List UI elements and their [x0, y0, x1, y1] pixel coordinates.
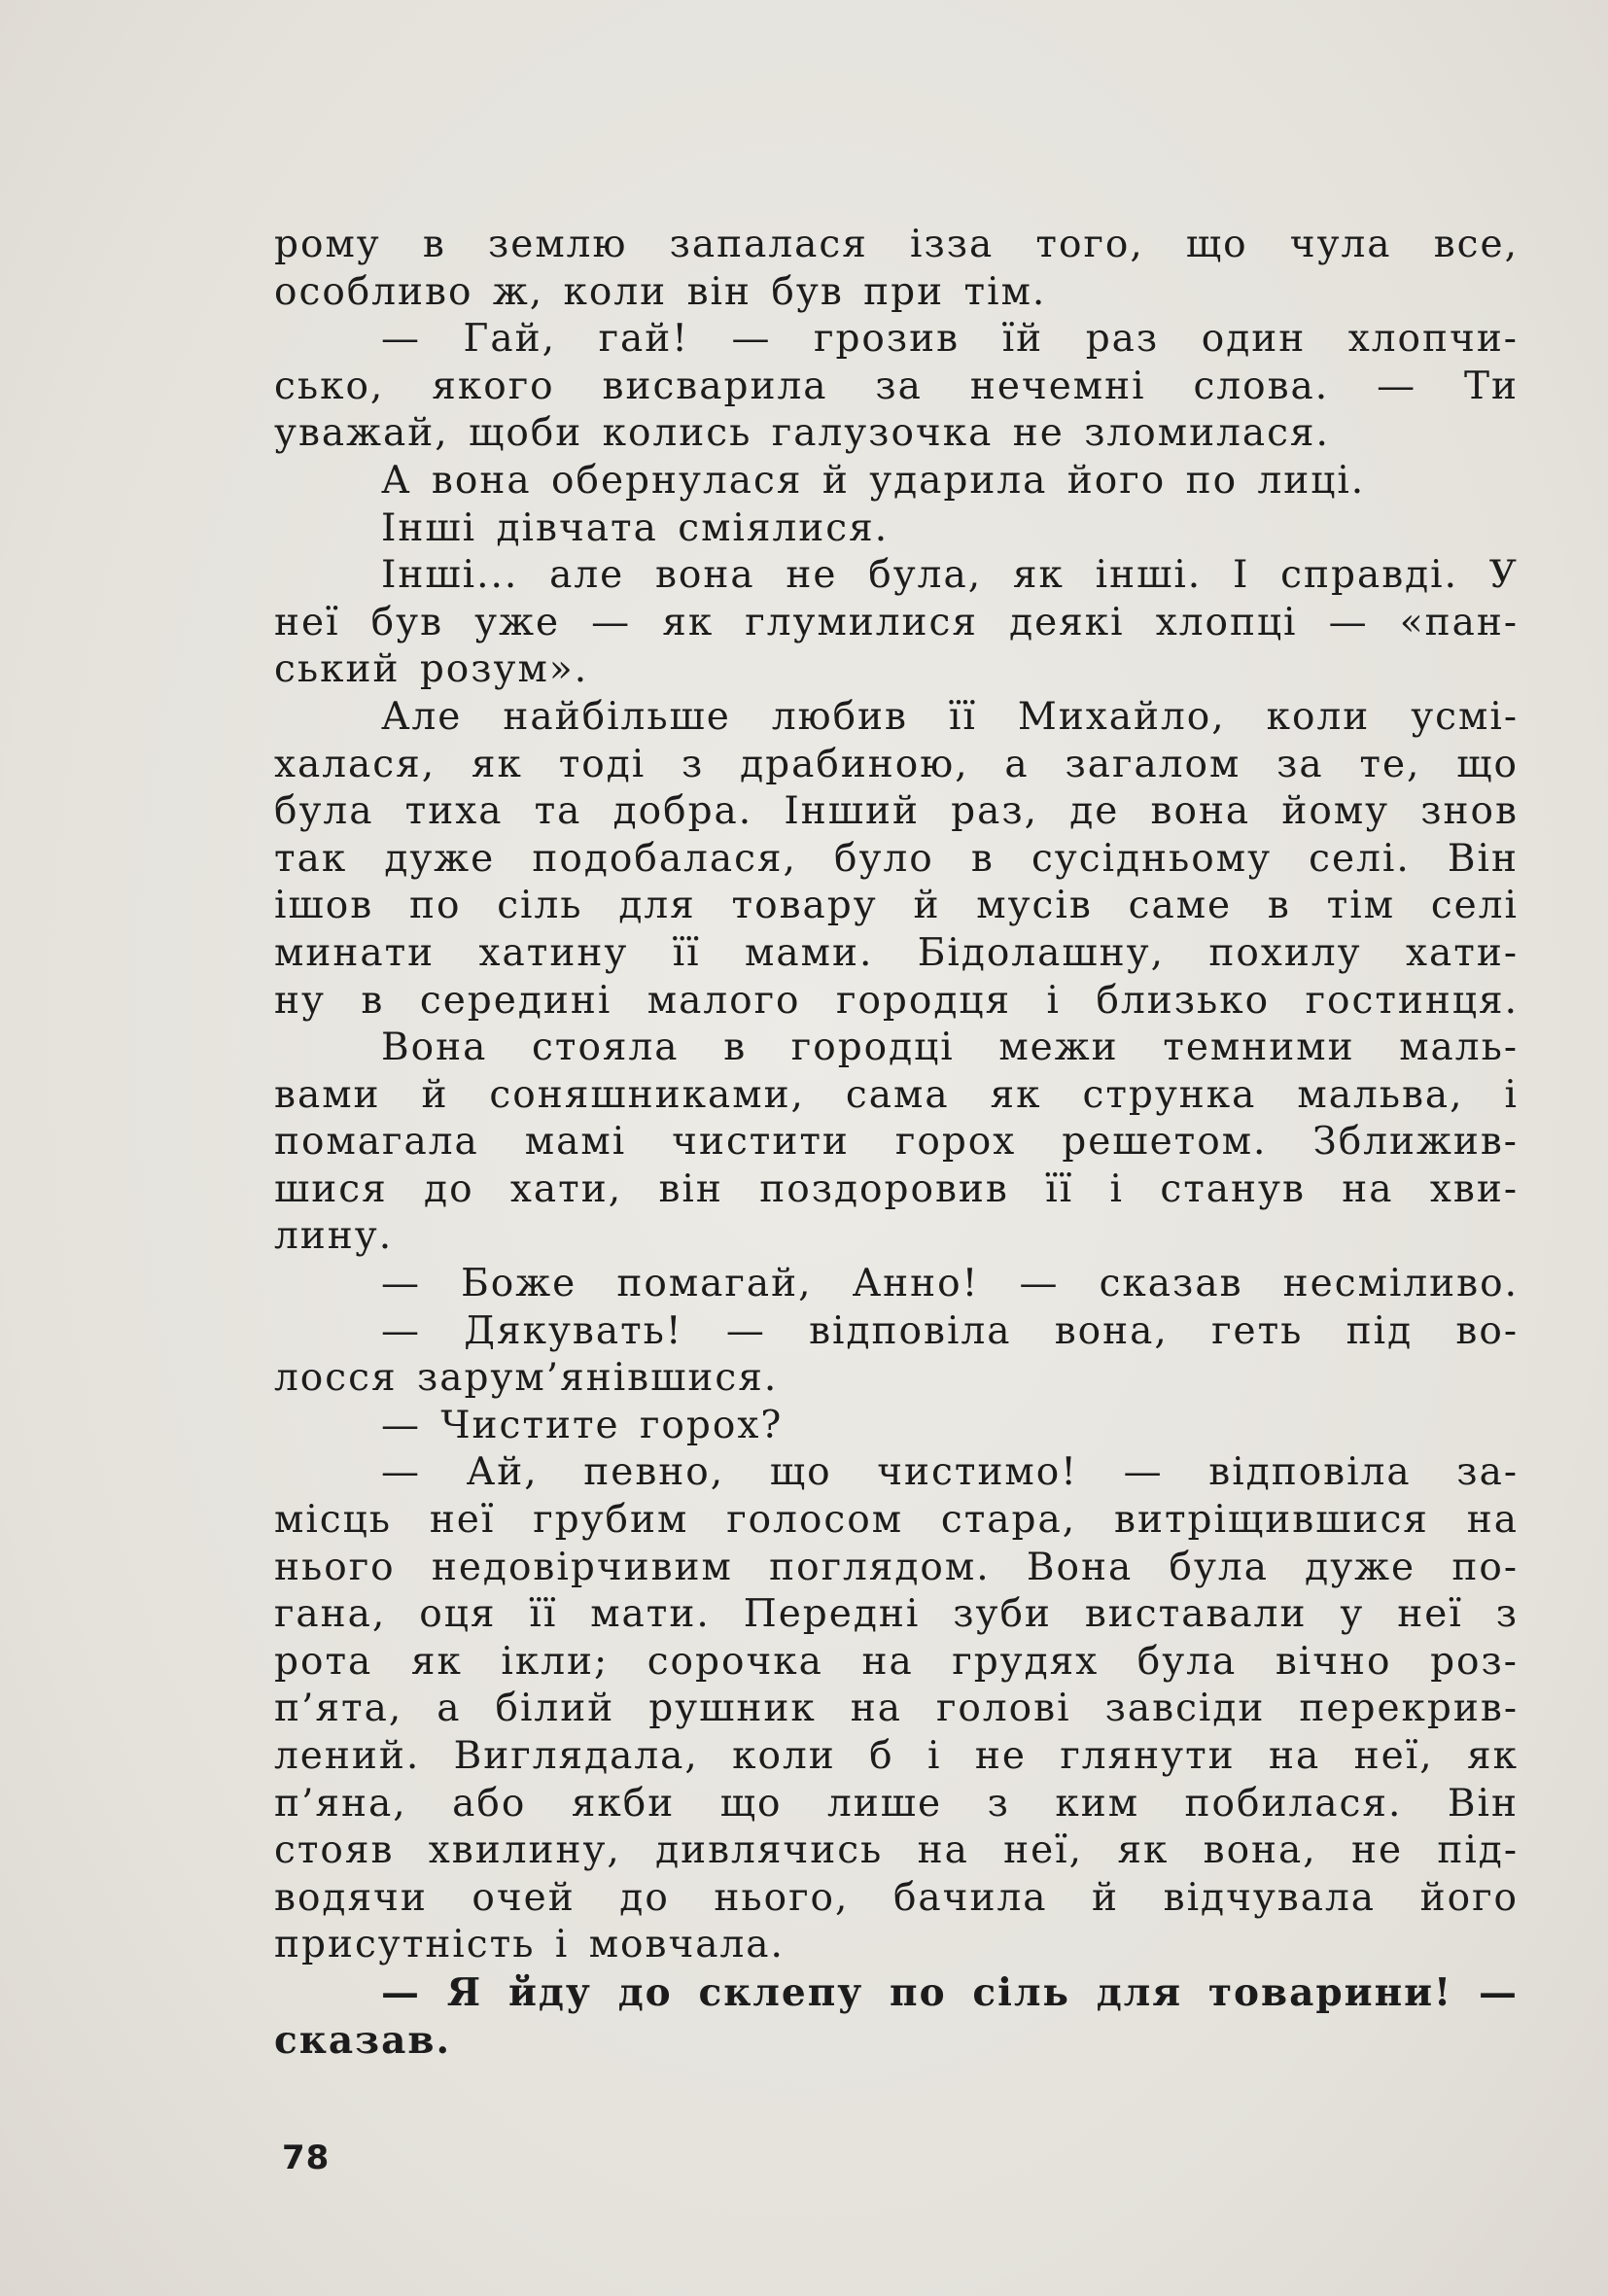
text-line: халася, як тоді з драбиною, а загалом за те, що: [274, 742, 1519, 786]
text-line: — Чистите горох?: [381, 1403, 784, 1447]
text-line: лений. Виглядала, коли б і не глянути на неї, як: [274, 1734, 1519, 1778]
text-line: минати хатину її мами. Бідолашну, похилу хати-: [274, 930, 1519, 975]
text-line: так дуже подобалася, було в сусідньому селі. Він: [274, 836, 1519, 881]
text-line: Інші... але вона не була, як інші. І справді. У: [381, 553, 1519, 598]
text-line: п’ята, а білий рушник на голові завсіди перекрив-: [274, 1687, 1519, 1731]
text-line: — Ай, певно, що чистимо! — відповіла за-: [381, 1450, 1519, 1495]
text-line: — Я йду до склепу по сіль для товарини! —: [381, 1969, 1519, 2015]
text-line: нього недовірчивим поглядом. Вона була дуже по-: [274, 1545, 1519, 1589]
text-line: А вона обернулася й ударила його по лиці.: [381, 458, 1366, 503]
text-line: лину.: [274, 1214, 394, 1259]
text-line: Інші дівчата сміялися.: [381, 505, 890, 550]
text-line: помагала мамі чистити горох решетом. Зближив-: [274, 1120, 1519, 1165]
text-line: Але найбільше любив її Михайло, коли усмі-: [381, 694, 1519, 739]
text-line: неї був уже — як глумилися деякі хлопці — «пан-: [274, 600, 1519, 644]
text-line: Вона стояла в городці межи темними маль-: [381, 1026, 1519, 1070]
text-line: гана, оця її мати. Передні зуби виставали у неї з: [274, 1592, 1519, 1637]
text-line: рому в землю запалася ізза того, що чула все,: [274, 223, 1519, 266]
text-line: місць неї грубим голосом стара, витріщившися на: [274, 1498, 1519, 1543]
text-line: ський розум».: [274, 647, 589, 692]
text-line: присутність і мовчала.: [274, 1923, 785, 1967]
text-line: лосся зарум’янівшися.: [274, 1356, 779, 1401]
text-line: особливо ж, коли він був при тім.: [274, 269, 1047, 314]
text-line: — Боже помагай, Анно! — сказав несміливо.: [381, 1262, 1519, 1306]
text-line: — Дякувать! — відповіла вона, геть під во-: [381, 1308, 1519, 1353]
text-line: ну в середині малого городця і близько гостинця.: [274, 978, 1519, 1023]
text-line: стояв хвилину, дивлячись на неї, як вона, не під-: [274, 1828, 1519, 1873]
text-line: рота як ікли; сорочка на грудях була вічно роз-: [274, 1639, 1519, 1684]
text-line: сько, якого висварила за нечемні слова. — Ти: [274, 364, 1519, 408]
text-line: водячи очей до нього, бачила й відчувала його: [274, 1875, 1519, 1920]
text-line: уважай, щоби колись галузочка не зломилася.: [274, 411, 1330, 456]
page-number: 78: [282, 2139, 331, 2177]
text-line: вами й соняшниками, сама як струнка мальва, і: [274, 1072, 1519, 1117]
text-line: — Гай, гай! — грозив їй раз один хлопчи-: [381, 317, 1519, 362]
page-text: [274, 222, 1519, 2064]
text-line: сказав.: [274, 2017, 452, 2063]
text-line: ішов по сіль для товару й мусів саме в тім селі: [274, 884, 1519, 928]
text-line: була тиха та добра. Інший раз, де вона йому знов: [274, 789, 1519, 834]
text-line: шися до хати, він поздоровив її і станув на хви-: [274, 1166, 1519, 1211]
text-line: п’яна, або якби що лише з ким побилася. Він: [274, 1781, 1519, 1826]
